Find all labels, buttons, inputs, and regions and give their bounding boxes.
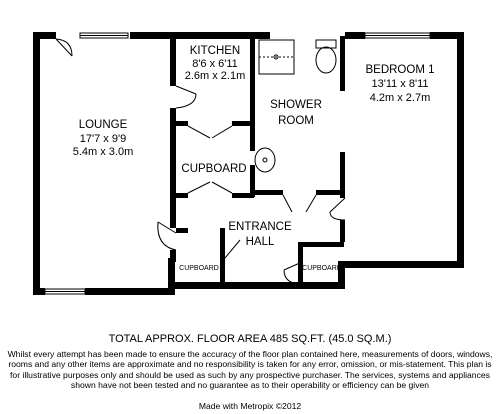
disclaimer-text: Whilst every attempt has been made to ensure the accuracy of the floor plan contained here, measurements of doors, windows, rooms and any other items are approximate and no responsibility is taken for any error, omission, or mis-statement. This plan is for illustrative purposes only and should be used as such by any prospective purchaser. The services, systems and appliances shown have not been tested and no guarantee as to their operability or efficiency can be given (7, 349, 493, 391)
bedroom-dim-imperial: 13'11 x 8'11 (371, 78, 429, 90)
total-floor-area: TOTAL APPROX. FLOOR AREA 485 SQ.FT. (45.0 SQ.M.) (108, 333, 392, 345)
entrance-hall-name-line2: HALL (245, 236, 275, 248)
shower-room-name-line2: ROOM (278, 115, 314, 127)
lounge-name: LOUNGE (78, 119, 128, 131)
kitchen-name: KITCHEN (189, 45, 241, 57)
bedroom-dim-metric: 4.2m x 2.7m (369, 92, 431, 104)
shower-room-name-line1: SHOWER (270, 99, 322, 111)
lounge-dim-imperial: 17'7 x 9'9 (79, 133, 127, 145)
basin (255, 148, 275, 172)
cupboard-small-right-name: CUPBOARD (302, 265, 342, 272)
kitchen-dim-metric: 2.6m x 2.1m (184, 70, 246, 82)
entrance-hall-name-line1: ENTRANCE (228, 221, 292, 233)
kitchen-dim-imperial: 8'6 x 6'11 (192, 58, 238, 70)
toilet (316, 47, 336, 73)
bedroom-name: BEDROOM 1 (365, 64, 435, 76)
lounge-dim-metric: 5.4m x 3.0m (72, 146, 134, 158)
cupboard-small-left-name: CUPBOARD (179, 265, 219, 272)
credit-text: Made with Metropix ©2012 (198, 401, 302, 411)
cupboard-main-name: CUPBOARD (181, 163, 247, 175)
